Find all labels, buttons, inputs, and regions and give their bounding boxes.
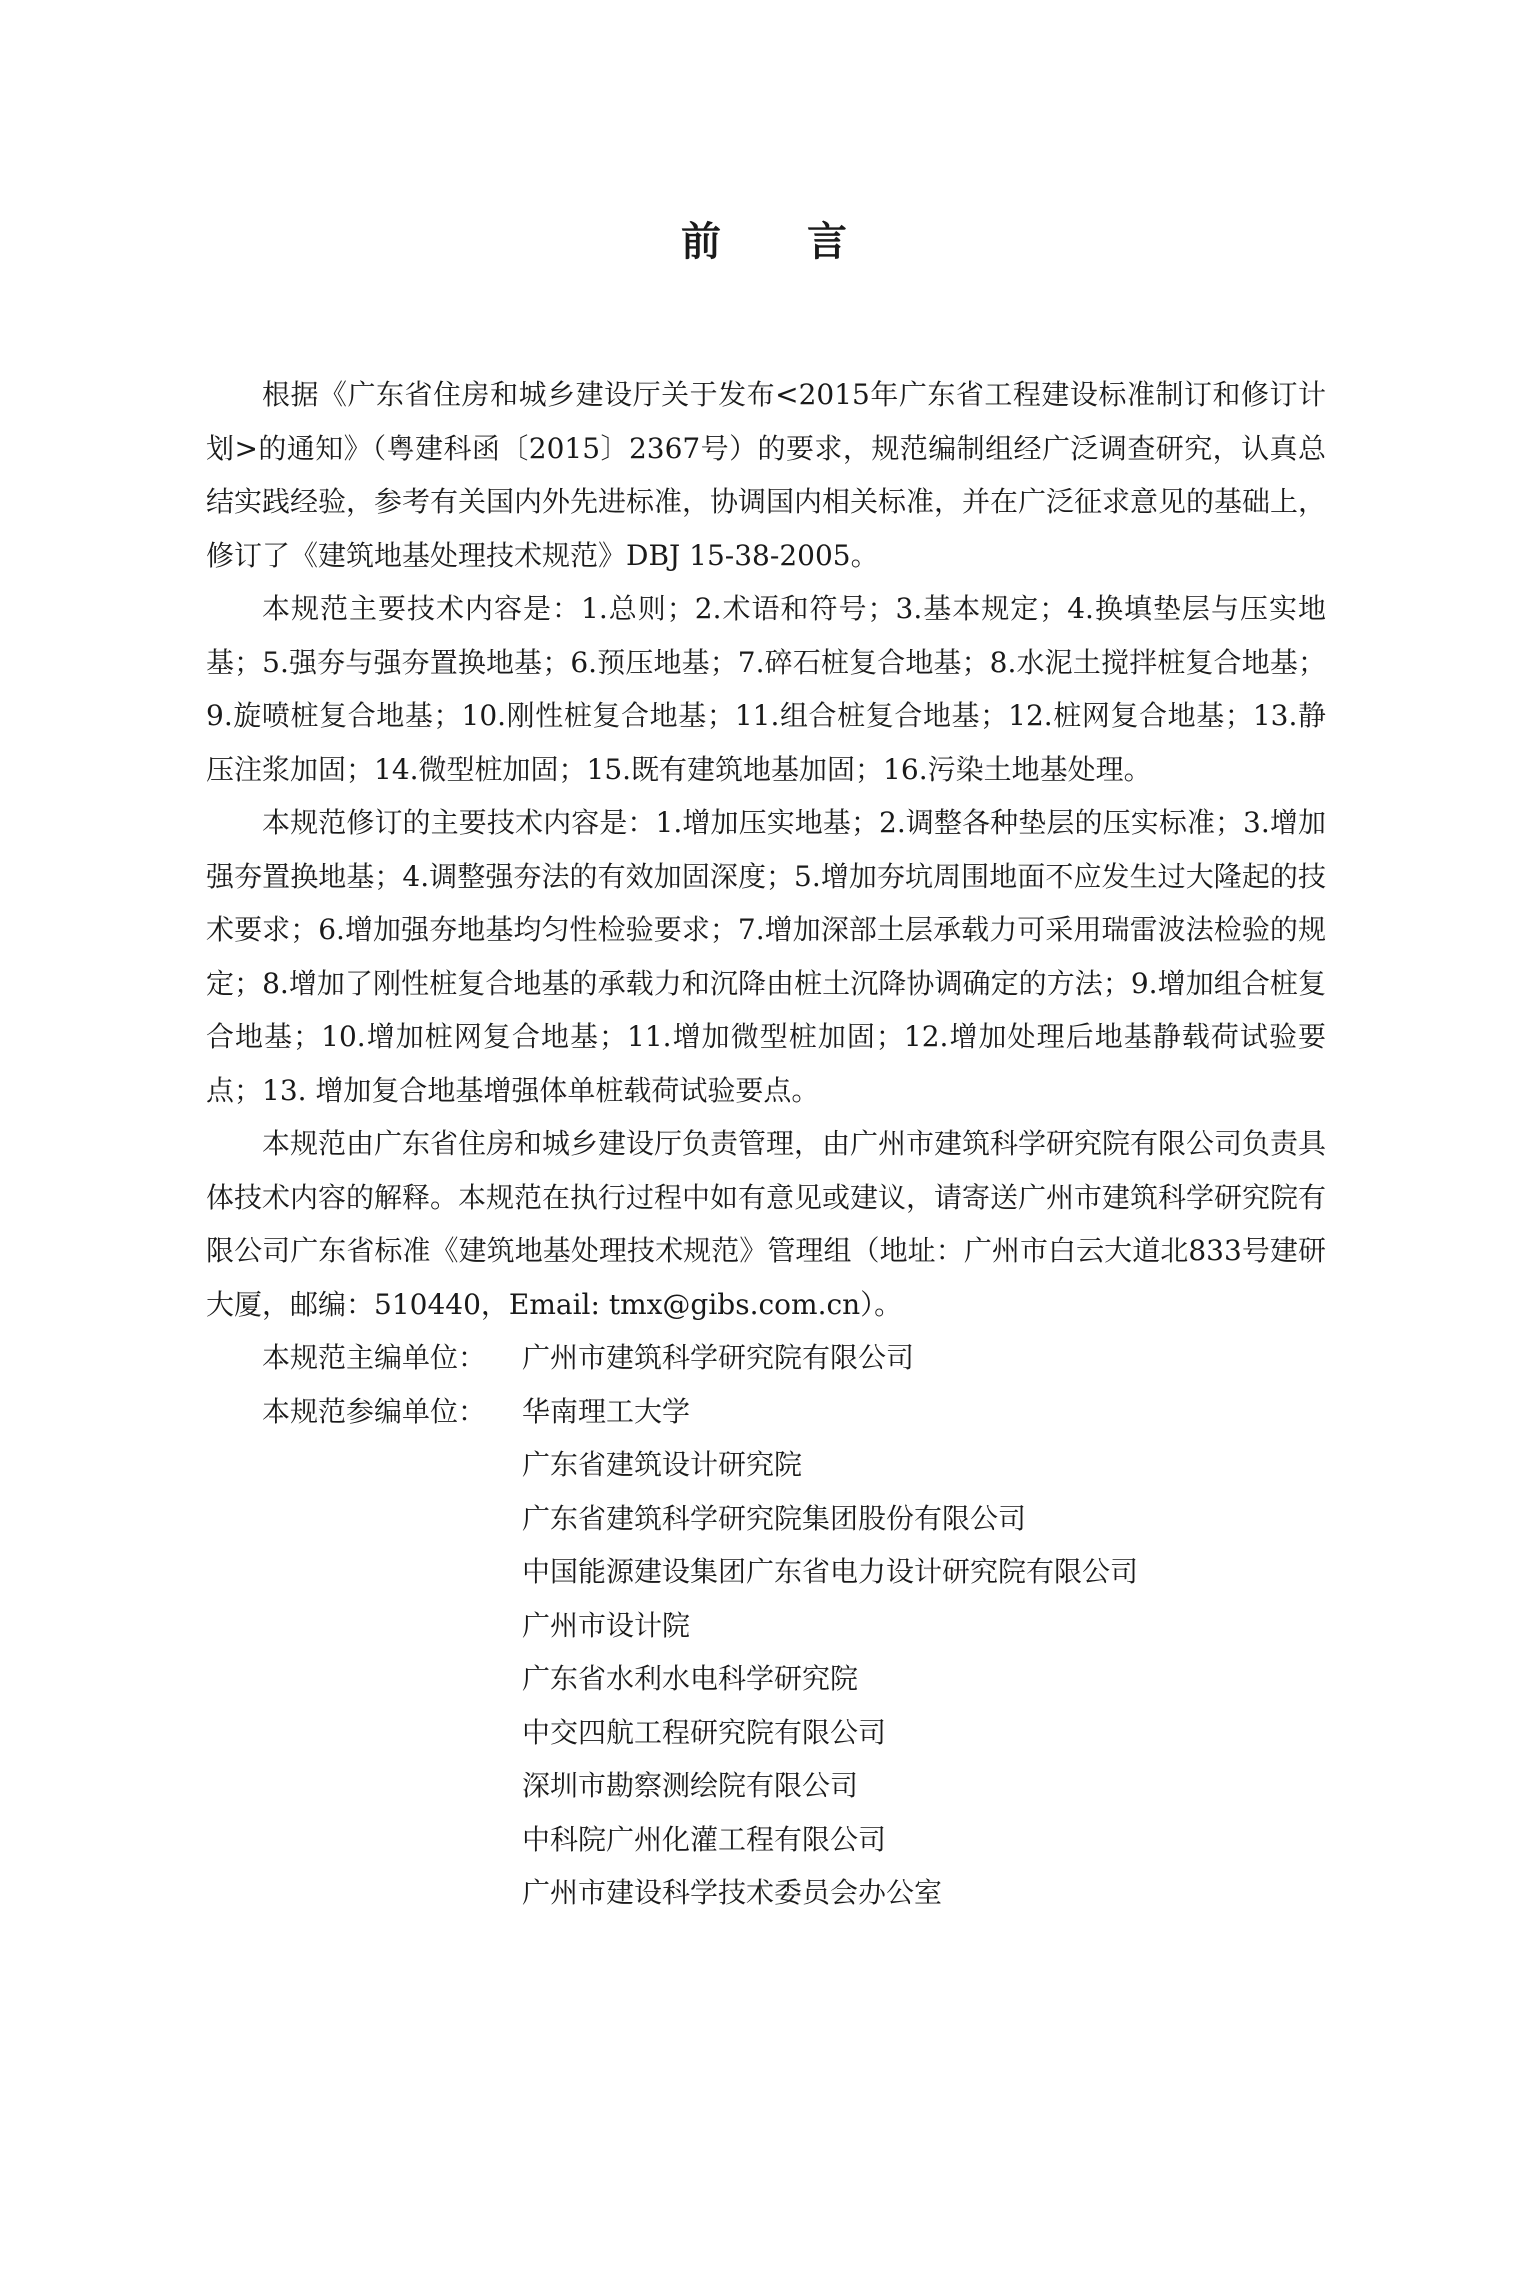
list-item: 中国能源建设集团广东省电力设计研究院有限公司 bbox=[522, 1555, 1139, 1588]
page-title: 前 言 bbox=[681, 218, 883, 265]
paragraph-revision-contents: 本规范修订的主要技术内容是：1.增加压实地基；2.调整各种垫层的压实标准；3.增加强夯置换地基；4.调整强夯法的有效加固深度；5.增加夯坑周围地面不应发生过大隆起的技术要求；6.增加强夯地基均匀性检验要求；7.增加深部土层承载力可采用瑞雷波法检验的规定；8.增加了刚性桩复合地基的承载力和沉降由桩土沉降协调确定的方法；9.增加组合桩复合地基；10.增加桩网复合地基；11.增加微型桩加固；12.增加处理后地基静载荷试验要点；13. 增加复合地基增强体单桩载荷试验要点。 bbox=[206, 806, 1326, 1107]
chief-unit-name: 广州市建筑科学研究院有限公司 bbox=[522, 1341, 915, 1374]
chief-unit-line bbox=[206, 1331, 1326, 1385]
list-item: 广州市设计院 bbox=[522, 1608, 691, 1642]
participating-unit-line bbox=[206, 1385, 1326, 1439]
list-item: 广东省建筑设计研究院 bbox=[522, 1448, 803, 1481]
list-item: 广东省建筑科学研究院集团股份有限公司 bbox=[522, 1501, 1027, 1535]
list-item: 中科院广州化灌工程有限公司 bbox=[522, 1822, 887, 1856]
list-item: 中交四航工程研究院有限公司 bbox=[522, 1715, 887, 1749]
paragraph-main-contents: 本规范主要技术内容是：1.总则；2.术语和符号；3.基本规定；4.换填垫层与压实地基；5.强夯与强夯置换地基；6.预压地基；7.碎石桩复合地基；8.水泥土搅拌桩复合地基；9.旋喷桩复合地基；10.刚性桩复合地基；11.组合桩复合地基；12.桩网复合地基；13.静压注浆加固；14.微型桩加固；15.既有建筑地基加固；16.污染土地基处理。 bbox=[206, 592, 1326, 786]
list-item: 广东省水利水电科学研究院 bbox=[522, 1662, 859, 1695]
preface-body bbox=[206, 368, 1326, 1920]
paragraph-management: 本规范由广东省住房和城乡建设厅负责管理，由广州市建筑科学研究院有限公司负责具体技术内容的解释。本规范在执行过程中如有意见或建议，请寄送广州市建筑科学研究院有限公司广东省标准《建筑地基处理技术规范》管理组（地址：广州市白云大道北833号建研大厦，邮编：510440，Email: tmx@gibs.com.cn）。 bbox=[206, 1127, 1327, 1321]
chief-unit-label: 本规范主编单位： bbox=[262, 1341, 487, 1374]
list-item: 广州市建设科学技术委员会办公室 bbox=[522, 1876, 943, 1909]
list-item: 深圳市勘察测绘院有限公司 bbox=[522, 1769, 859, 1802]
participating-unit-name: 华南理工大学 bbox=[522, 1394, 691, 1428]
participating-unit-label: 本规范参编单位： bbox=[262, 1394, 487, 1428]
paragraph-background: 根据《广东省住房和城乡建设厅关于发布<2015年广东省工程建设标准制订和修订计划>的通知》（粤建科函〔2015〕2367号）的要求，规范编制组经广泛调查研究，认真总结实践经验，参考有关国内外先进标准，协调国内相关标准，并在广泛征求意见的基础上，修订了《建筑地基处理技术规范》DBJ 15-38-2005。 bbox=[206, 378, 1327, 572]
participating-unit-list bbox=[206, 1438, 1326, 1920]
